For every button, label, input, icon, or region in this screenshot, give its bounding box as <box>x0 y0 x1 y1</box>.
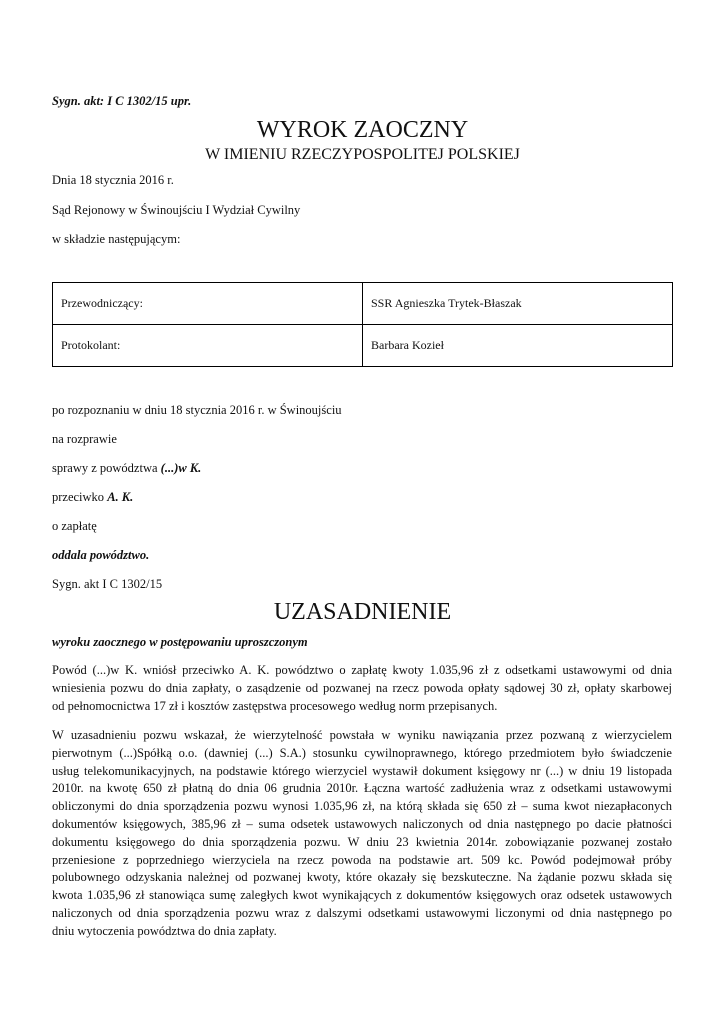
defendant-prefix: przeciwko <box>52 490 108 504</box>
paragraph-line: usług telekomunikacyjnych, na podstawie którego wierzyciel wystawił dokument księgowy nr (...) w dniu 19 listopada <box>52 763 672 778</box>
paragraph-line: dokumentów księgowych, 385,96 zł – suma odsetek ustawowych naliczonych od dnia następnego po dacie płatności <box>52 816 672 831</box>
hearing-info: po rozpoznaniu w dniu 18 stycznia 2016 r. w Świnoujściu <box>52 403 342 417</box>
table-row <box>53 283 673 325</box>
paragraph-line: Powód (...)w K. wniósł przeciwko A. K. powództwo o zapłatę kwoty 1.035,96 zł z odsetkami ustawowymi od dnia <box>52 663 672 677</box>
judgment-subtitle: W IMIENIU RZECZYPOSPOLITEJ POLSKIEJ <box>205 146 520 163</box>
judgment-date: Dnia 18 stycznia 2016 r. <box>52 173 174 187</box>
defendant-name: A. K. <box>107 490 134 504</box>
composition-label: w składzie następującym: <box>52 232 181 246</box>
presiding-judge-label: Przewodniczący: <box>53 283 363 325</box>
table-row <box>53 325 673 367</box>
court-panel-table <box>52 282 673 367</box>
plaintiff-name: (...)w K. <box>160 461 202 475</box>
justification-paragraph-1 <box>52 662 672 715</box>
judgment-title: WYROK ZAOCZNY <box>256 117 469 143</box>
paragraph-line: dokumentu księgowego do dnia sporządzenia pozwu. W dniu 23 kwietnia 2014r. zobowiązanie pozwanej zostało <box>52 834 672 849</box>
paragraph-line: od pełnomocnictwa 17 zł i kosztów zastępstwa procesowego według norm przepisanych. <box>52 698 498 713</box>
case-number-header: Sygn. akt: I C 1302/15 upr. <box>52 94 192 108</box>
case-subject: o zapłatę <box>52 519 97 533</box>
verdict: oddala powództwo. <box>52 548 150 562</box>
paragraph-line: dniu wytoczenia powództwa do dnia zapłaty. <box>52 923 277 938</box>
case-number: Sygn. akt I C 1302/15 <box>52 577 163 591</box>
defendant-line <box>52 489 133 505</box>
justification-title: UZASADNIENIE <box>273 599 452 625</box>
plaintiff-line <box>52 460 201 476</box>
paragraph-line: kwota 1.035,96 zł stanowiąca sumę zaległych kwot wynikających z dokumentów księgowych oraz odsetek ustawowych <box>52 888 672 903</box>
paragraph-line: naliczonych od dnia sporządzenia pozwu wraz z dalszymi odsetkami ustawowymi liczonymi od dnia następnego po <box>52 905 672 920</box>
paragraph-line: 2010r. na kwotę 650 zł płatną do dnia 06 grudnia 2010r. Łączna wartość zadłużenia wraz z odsetkami ustawowymi <box>52 781 672 796</box>
paragraph-line: obliczonymi do dnia sporządzenia pozwu wynosi 1.035,96 zł, na którą składa się 650 zł – suma kwot niezapłaconych <box>52 799 672 814</box>
paragraph-line: wniesienia pozwu do dnia zapłaty, o zasądzenie od pozwanej na rzecz powoda opłaty sądowej 30 zł, opłaty skarbowej <box>52 680 672 695</box>
paragraph-line: polubownego odzyskania należnej od pozwanej kwoty, które okazały się bezskuteczne. Na żądanie pozwu składa się <box>52 870 672 885</box>
court-name: Sąd Rejonowy w Świnoujściu I Wydział Cywilny <box>52 203 301 217</box>
court-clerk-name: Barbara Kozieł <box>363 325 673 367</box>
paragraph-line: przeniesione z poprzedniego wierzyciela na rzecz powoda na podstawie art. 509 kc. Powód podejmował próby <box>52 852 672 867</box>
hearing-type: na rozprawie <box>52 432 117 446</box>
paragraph-line: W uzasadnieniu pozwu wskazał, że wierzytelność powstała w wyniku nawiązania przez pozwaną z wierzycielem <box>52 728 672 742</box>
presiding-judge-name: SSR Agnieszka Trytek-Błaszak <box>363 283 673 325</box>
court-clerk-label: Protokolant: <box>53 325 363 367</box>
paragraph-line: pierwotnym (...)Spółką o.o. (dawniej (...) S.A.) stosunku cywilnoprawnego, którego przedmiotem było świadczenie <box>52 745 672 760</box>
justification-paragraph-2 <box>52 727 672 941</box>
justification-subtitle: wyroku zaocznego w postępowaniu uproszczonym <box>52 635 308 649</box>
plaintiff-prefix: sprawy z powództwa <box>52 461 161 475</box>
